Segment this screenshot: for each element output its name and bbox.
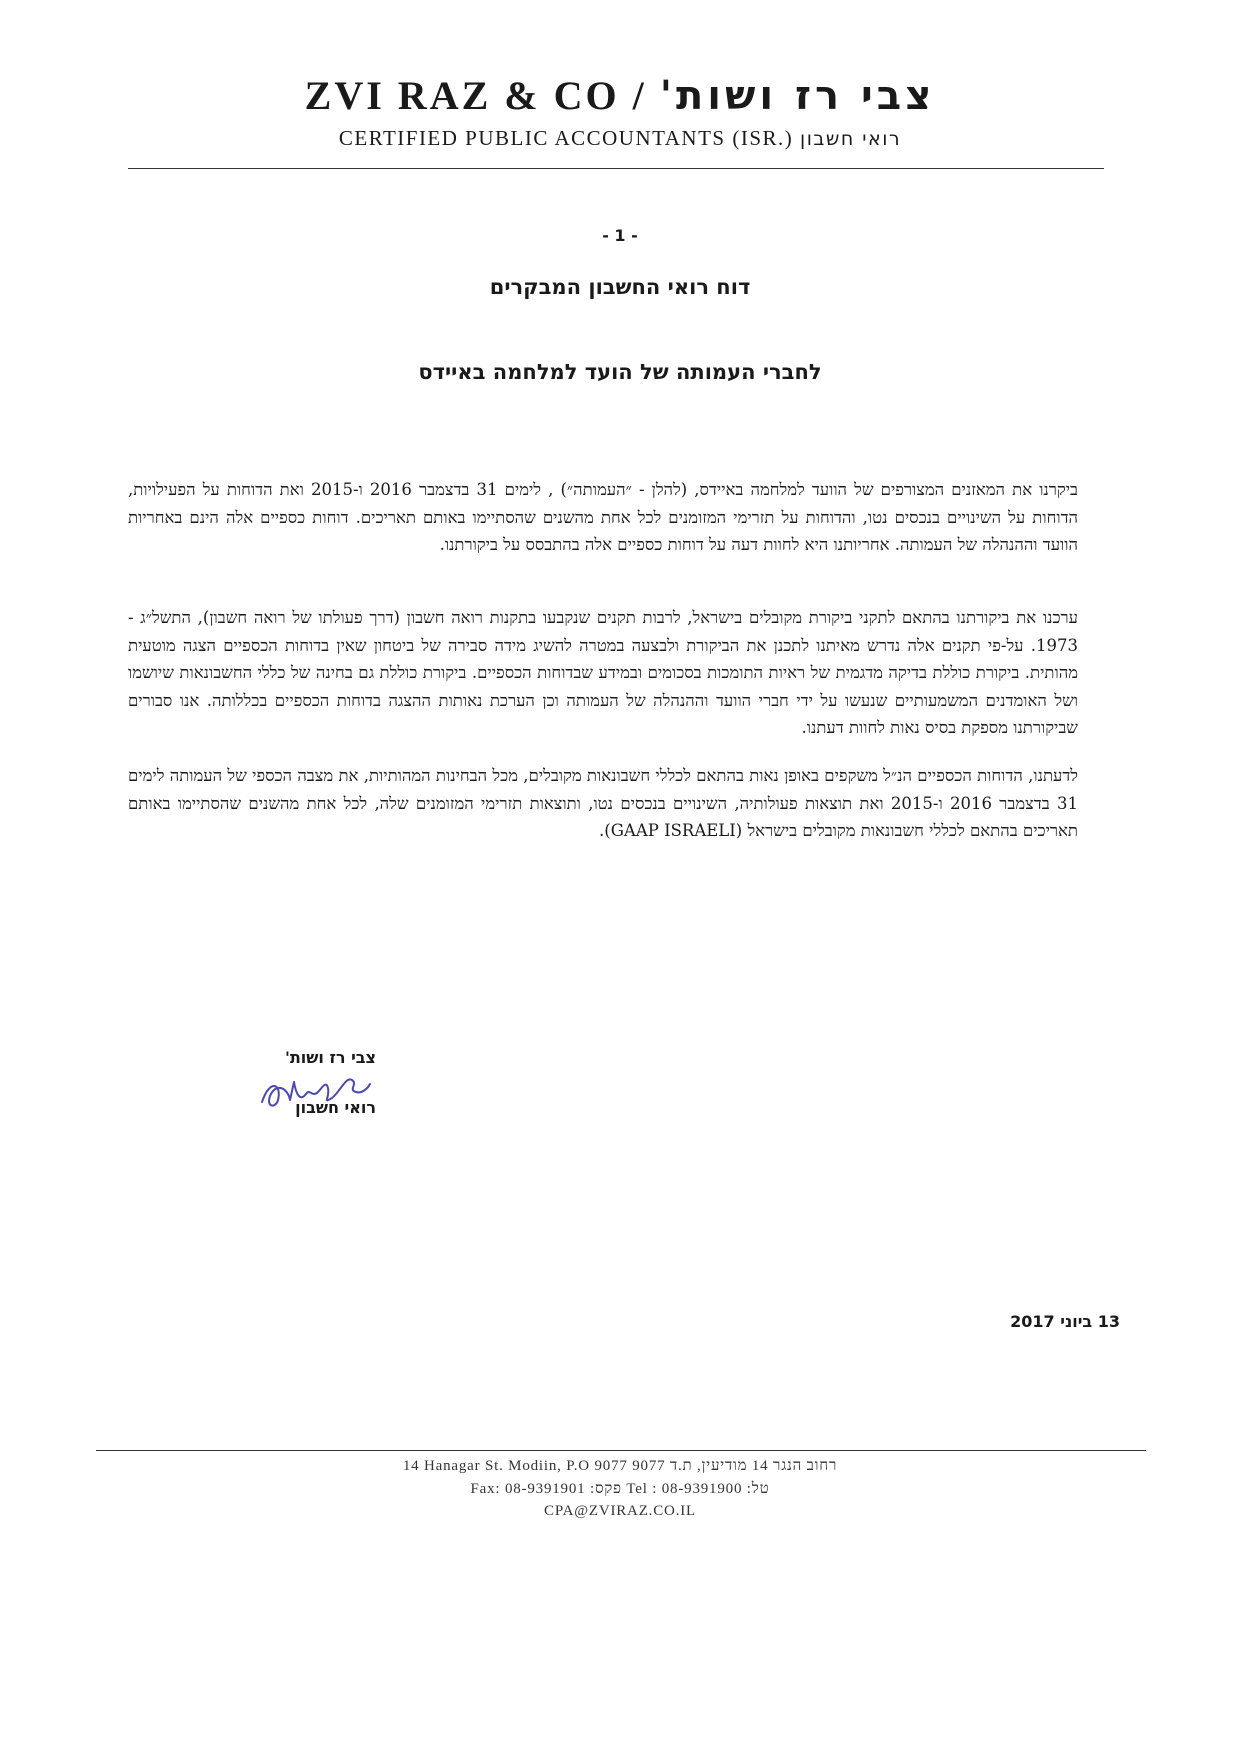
signature-firm: צבי רז ושות' <box>284 1048 376 1067</box>
subtitle-hebrew: רואי חשבון <box>800 128 902 150</box>
letterhead-title <box>0 72 1240 119</box>
header-rule <box>128 168 1104 169</box>
firm-name-english: ZVI RAZ & CO <box>304 73 620 118</box>
paragraph-audit-standards: ערכנו את ביקורתנו בהתאם לתקני ביקורת מקובלים בישראל, לרבות תקנים שנקבעו בתקנות רואה חשבון (דרך פעולתו של רואה חשבון), התשל״ג - 1973. על-פי תקנים אלה נדרש מאיתנו לתכנן את הביקורת ולבצעה במטרה להשיג מידה סבירה של ביטחון שאין בדוחות הכספיים הצגה מוטעית מהותית. ביקורת כוללת בדיקה מדגמית של ראיות התומכות בסכומים ובמידע שבדוחות הכספיים. ביקורת כוללת גם בחינה של כללי החשבונאות שיושמו ושל האומדנים המשמעותיים שנעשו על ידי חברי הוועד וההנהלה של העמותה וכן הערכת נאותות ההצגה בדוחות הכספיים בכללותה. אנו סבורים שביקורתנו מספקת בסיס נאות לחוות דעתנו. <box>128 608 1078 737</box>
subtitle-english: CERTIFIED PUBLIC ACCOUNTANTS (ISR.) <box>338 126 794 150</box>
page-number: - 1 - <box>602 226 638 245</box>
report-title: דוח רואי החשבון המבקרים <box>489 275 751 299</box>
firm-name-hebrew: צבי רז ושות' <box>659 73 936 119</box>
report-addressee: לחברי העמותה של הועד למלחמה באיידס <box>418 360 822 384</box>
letterhead-separator: / <box>632 73 647 118</box>
footer-email: CPA@ZVIRAZ.CO.IL <box>544 1503 696 1519</box>
footer-phone-fax: Fax: 08-9391901 :פקס Tel : 08-9391900 :טל <box>470 1481 770 1497</box>
paragraph-opinion: לדעתנו, הדוחות הכספיים הנ״ל משקפים באופן נאות בהתאם לכללי חשבונאות מקובלים, מכל הבחינות המהותיות, את מצבה הכספי של העמותה לימים 31 בדצמבר 2016 ו-2015 ואת תוצאות פעולותיה, השינויים בנכסים נטו, ותוצאות תזרימי המזומנים שלה, לכל אחת מהשנים שהסתיימו באותם תאריכים בהתאם לכללי חשבונאות מקובלים בישראל (GAAP ISRAELI). <box>128 766 1078 840</box>
report-date: 13 ביוני 2017 <box>1010 1312 1120 1331</box>
letterhead-subtitle <box>0 126 1240 151</box>
paragraph-scope: ביקרנו את המאזנים המצורפים של הוועד למלחמה באיידס, (להלן - ״העמותה״) , לימים 31 בדצמבר 2016 ו-2015 ואת הדוחות על הפעילויות, הדוחות על השינויים בנכסים נטו, והדוחות על תזרימי המזומנים לכל אחת מהשנים שהסתיימו באותם תאריכים. דוחות כספיים אלה הינם באחריות הוועד וההנהלה של העמותה. אחריותנו היא לחוות דעה על דוחות כספיים אלה בהתבסס על ביקורתנו. <box>128 480 1079 554</box>
handwritten-signature <box>256 1058 376 1118</box>
signature-role: רואי חשבון <box>295 1098 376 1117</box>
footer-address: 14 Hanagar St. Modiin, P.O 9077 רחוב הנגר 14 מודיעין, ת.ד 9077 <box>402 1458 838 1474</box>
footer-rule <box>96 1450 1146 1451</box>
